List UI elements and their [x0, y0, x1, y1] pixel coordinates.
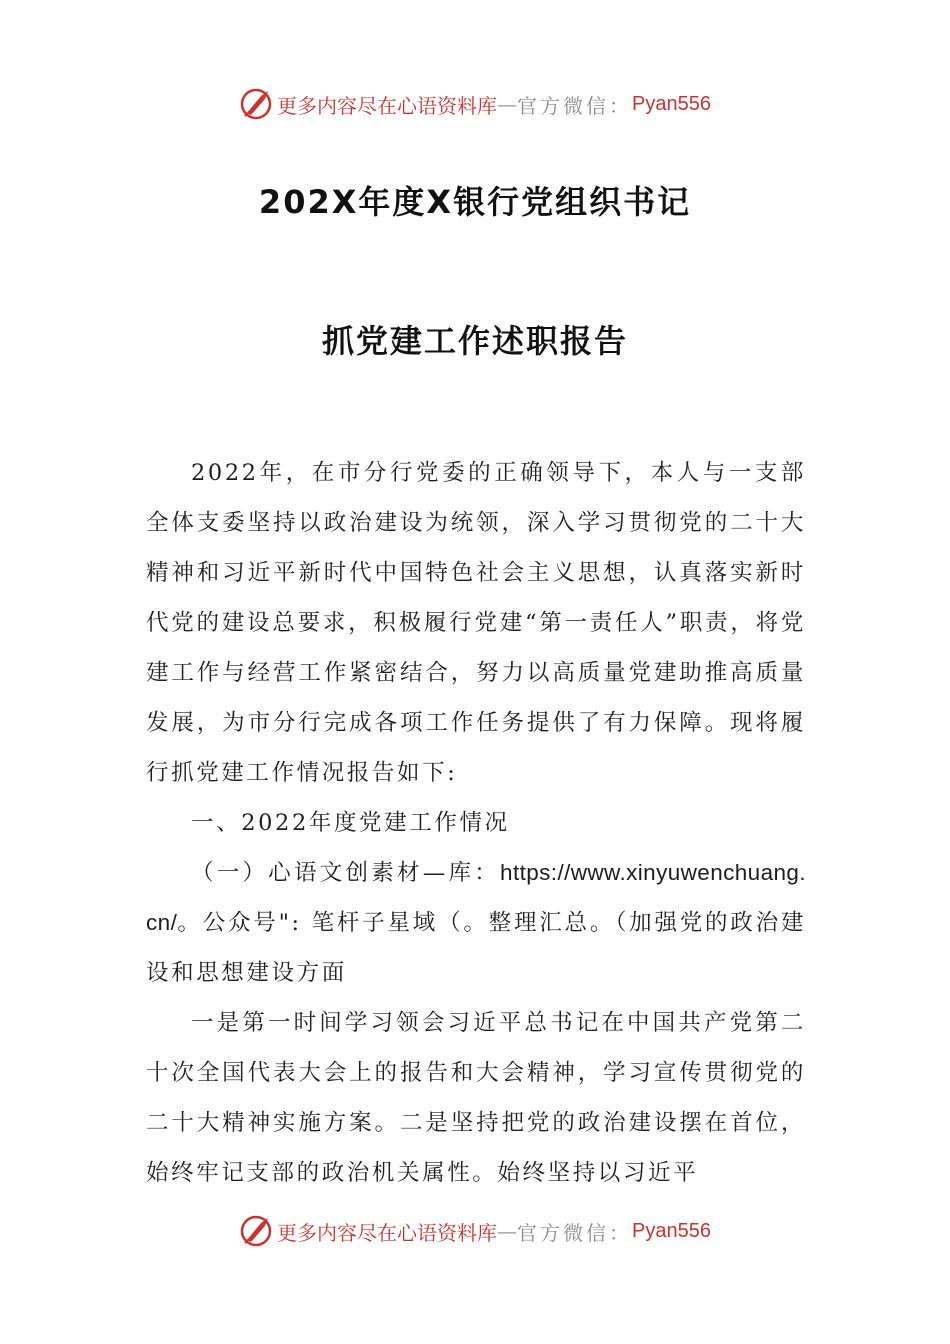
- subsection-suffix: 。公众号": 笔杆子星域（。整理汇总。（加强党的政治建设和思想建设方面: [146, 910, 806, 986]
- watermark-separator: —: [497, 92, 518, 116]
- section-heading-1: 一、2022年度党建工作情况: [191, 810, 510, 836]
- quill-logo-icon: [239, 87, 273, 121]
- header-watermark: [0, 84, 950, 124]
- watermark-separator: —: [497, 1219, 518, 1243]
- watermark-main-text: 更多内容尽在心语资料库: [277, 93, 498, 118]
- document-title-line2: 抓党建工作述职报告: [321, 322, 628, 360]
- source-url-link[interactable]: https://www.xinyuwenchuang.cn/: [146, 860, 806, 935]
- document-body: [146, 448, 806, 1198]
- watermark-wechat-id: Pyan556: [632, 92, 711, 115]
- subsection-prefix: （一）心语文创素材—库：: [191, 860, 501, 886]
- watermark-sub-text: 官方微信：: [517, 1220, 633, 1245]
- document-title-line1: 202X年度X银行党组织书记: [258, 183, 692, 221]
- subsection-heading-1: [146, 848, 806, 998]
- footer-watermark: [0, 1211, 950, 1251]
- watermark-sub-text: 官方微信：: [517, 93, 633, 118]
- quill-logo-icon: [239, 1214, 273, 1248]
- paragraph-intro: 2022年，在市分行党委的正确领导下，本人与一支部全体支委坚持以政治建设为统领，深入学习贯彻党的二十大精神和习近平新时代中国特色社会主义思想，认真落实新时代党的建设总要求，积极履行党建“第一责任人”职责，将党建工作与经营工作紧密结合，努力以高质量党建助推高质量发展，为市分行完成各项工作任务提供了有力保障。现将履行抓党建工作情况报告如下:: [146, 460, 806, 786]
- watermark-wechat-id: Pyan556: [632, 1219, 711, 1242]
- watermark-main-text: 更多内容尽在心语资料库: [277, 1220, 498, 1245]
- paragraph-detail: 一是第一时间学习领会习近平总书记在中国共产党第二十次全国代表大会上的报告和大会精神，学习宣传贯彻党的二十大精神实施方案。二是坚持把党的政治建设摆在首位，始终牢记支部的政治机关属性。始终坚持以习近平: [146, 1010, 806, 1186]
